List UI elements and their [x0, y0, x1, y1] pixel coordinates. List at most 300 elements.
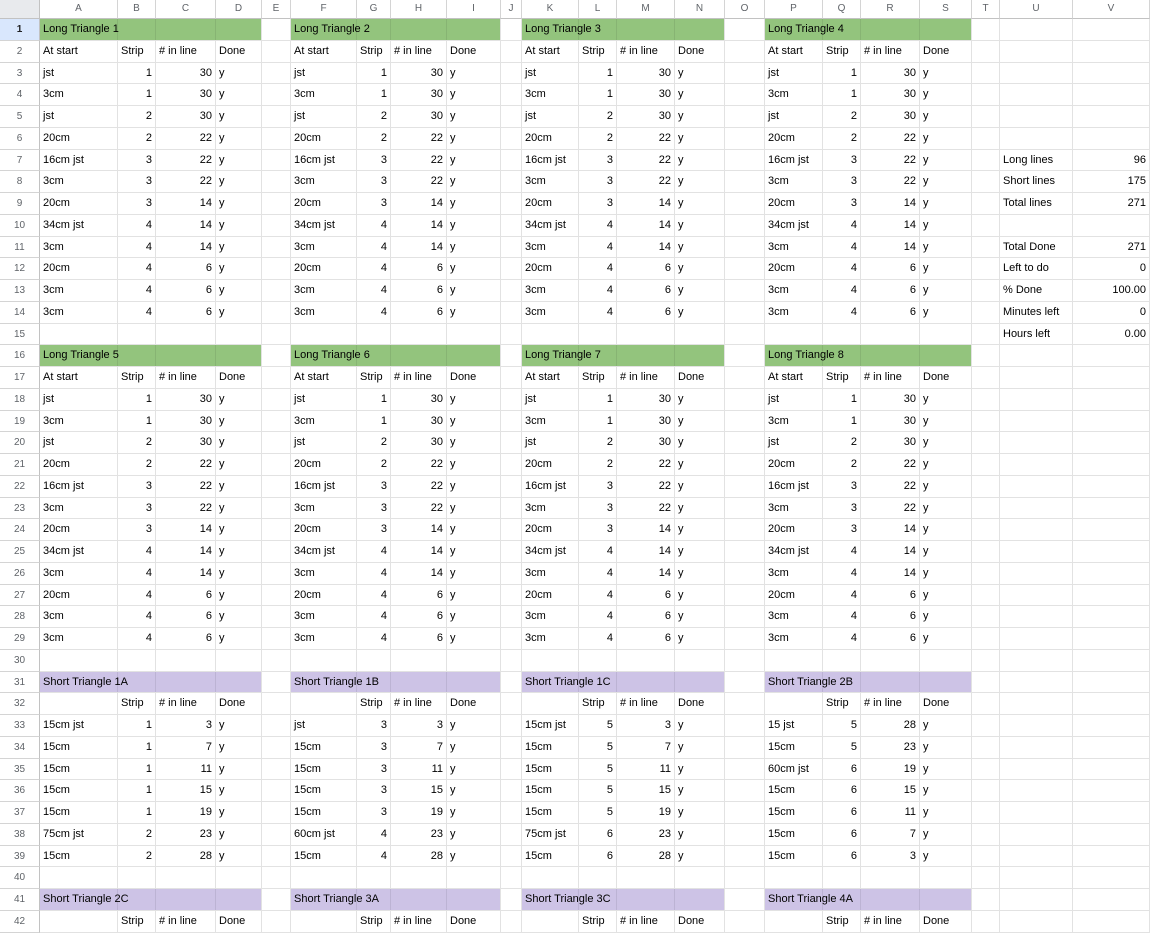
cell-D7[interactable]: y — [216, 150, 262, 172]
cell-I2[interactable]: Done — [447, 41, 501, 63]
cell-O18[interactable] — [725, 389, 765, 411]
cell-L37[interactable]: 5 — [579, 802, 617, 824]
cell-I8[interactable]: y — [447, 171, 501, 193]
cell-C7[interactable]: 22 — [156, 150, 216, 172]
cell-F11[interactable]: 3cm — [291, 237, 357, 259]
cell-C9[interactable]: 14 — [156, 193, 216, 215]
cell-I10[interactable]: y — [447, 215, 501, 237]
cell-K38[interactable]: 75cm jst — [522, 824, 579, 846]
cell-L17[interactable]: Strip — [579, 367, 617, 389]
cell-C4[interactable]: 30 — [156, 84, 216, 106]
row-header-31[interactable]: 31 — [0, 672, 40, 694]
cell-M15[interactable] — [617, 324, 675, 346]
cell-Q34[interactable]: 5 — [823, 737, 861, 759]
cell-S26[interactable]: y — [920, 563, 972, 585]
cell-V25[interactable] — [1073, 541, 1150, 563]
cell-G20[interactable]: 2 — [357, 432, 391, 454]
cell-K27[interactable]: 20cm — [522, 585, 579, 607]
cell-J17[interactable] — [501, 367, 522, 389]
cell-K40[interactable] — [522, 867, 579, 889]
cell-I3[interactable]: y — [447, 63, 501, 85]
cell-N25[interactable]: y — [675, 541, 725, 563]
column-header-O[interactable]: O — [725, 0, 765, 19]
cell-S42[interactable]: Done — [920, 911, 972, 933]
cell-E16[interactable] — [262, 345, 291, 367]
cell-E9[interactable] — [262, 193, 291, 215]
cell-V23[interactable] — [1073, 498, 1150, 520]
row-header-28[interactable]: 28 — [0, 606, 40, 628]
cell-R13[interactable]: 6 — [861, 280, 920, 302]
cell-B42[interactable]: Strip — [118, 911, 156, 933]
cell-P26[interactable]: 3cm — [765, 563, 823, 585]
cell-O42[interactable] — [725, 911, 765, 933]
cell-M36[interactable]: 15 — [617, 780, 675, 802]
cell-B24[interactable]: 3 — [118, 519, 156, 541]
column-header-K[interactable]: K — [522, 0, 579, 19]
cell-D25[interactable]: y — [216, 541, 262, 563]
cell-A35[interactable]: 15cm — [40, 759, 118, 781]
cell-N21[interactable]: y — [675, 454, 725, 476]
cell-R27[interactable]: 6 — [861, 585, 920, 607]
cell-K4[interactable]: 3cm — [522, 84, 579, 106]
cell-K35[interactable]: 15cm — [522, 759, 579, 781]
cell-C34[interactable]: 7 — [156, 737, 216, 759]
cell-B18[interactable]: 1 — [118, 389, 156, 411]
column-header-Q[interactable]: Q — [823, 0, 861, 19]
cell-I12[interactable]: y — [447, 258, 501, 280]
cell-A41[interactable]: Short Triangle 2C — [40, 889, 262, 911]
cell-A13[interactable]: 3cm — [40, 280, 118, 302]
cell-T1[interactable] — [972, 19, 1000, 41]
cell-E17[interactable] — [262, 367, 291, 389]
cell-O14[interactable] — [725, 302, 765, 324]
cell-C13[interactable]: 6 — [156, 280, 216, 302]
cell-I24[interactable]: y — [447, 519, 501, 541]
cell-T32[interactable] — [972, 693, 1000, 715]
cell-A7[interactable]: 16cm jst — [40, 150, 118, 172]
cell-G27[interactable]: 4 — [357, 585, 391, 607]
cell-F18[interactable]: jst — [291, 389, 357, 411]
cell-B33[interactable]: 1 — [118, 715, 156, 737]
column-header-I[interactable]: I — [447, 0, 501, 19]
cell-B27[interactable]: 4 — [118, 585, 156, 607]
cell-P2[interactable]: At start — [765, 41, 823, 63]
cell-M40[interactable] — [617, 867, 675, 889]
row-header-3[interactable]: 3 — [0, 63, 40, 85]
cell-H40[interactable] — [391, 867, 447, 889]
cell-N38[interactable]: y — [675, 824, 725, 846]
cell-D33[interactable]: y — [216, 715, 262, 737]
cell-E28[interactable] — [262, 606, 291, 628]
cell-M42[interactable]: # in line — [617, 911, 675, 933]
cell-Q18[interactable]: 1 — [823, 389, 861, 411]
cell-R38[interactable]: 7 — [861, 824, 920, 846]
row-header-17[interactable]: 17 — [0, 367, 40, 389]
cell-O22[interactable] — [725, 476, 765, 498]
cell-R21[interactable]: 22 — [861, 454, 920, 476]
cell-M2[interactable]: # in line — [617, 41, 675, 63]
cell-C39[interactable]: 28 — [156, 846, 216, 868]
cell-D27[interactable]: y — [216, 585, 262, 607]
column-header-H[interactable]: H — [391, 0, 447, 19]
cell-R30[interactable] — [861, 650, 920, 672]
cell-V35[interactable] — [1073, 759, 1150, 781]
cell-U2[interactable] — [1000, 41, 1073, 63]
cell-G40[interactable] — [357, 867, 391, 889]
cell-D30[interactable] — [216, 650, 262, 672]
cell-L30[interactable] — [579, 650, 617, 672]
cell-D40[interactable] — [216, 867, 262, 889]
cell-A5[interactable]: jst — [40, 106, 118, 128]
cell-H33[interactable]: 3 — [391, 715, 447, 737]
cell-R35[interactable]: 19 — [861, 759, 920, 781]
cell-N36[interactable]: y — [675, 780, 725, 802]
cell-F39[interactable]: 15cm — [291, 846, 357, 868]
cell-E23[interactable] — [262, 498, 291, 520]
cell-Q35[interactable]: 6 — [823, 759, 861, 781]
cell-H29[interactable]: 6 — [391, 628, 447, 650]
cell-D21[interactable]: y — [216, 454, 262, 476]
cell-J15[interactable] — [501, 324, 522, 346]
cell-H23[interactable]: 22 — [391, 498, 447, 520]
cell-F32[interactable] — [291, 693, 357, 715]
cell-U31[interactable] — [1000, 672, 1073, 694]
cell-U29[interactable] — [1000, 628, 1073, 650]
cell-T18[interactable] — [972, 389, 1000, 411]
cell-L12[interactable]: 4 — [579, 258, 617, 280]
cell-U21[interactable] — [1000, 454, 1073, 476]
cell-N13[interactable]: y — [675, 280, 725, 302]
cell-C2[interactable]: # in line — [156, 41, 216, 63]
cell-E37[interactable] — [262, 802, 291, 824]
cell-S15[interactable] — [920, 324, 972, 346]
cell-L21[interactable]: 2 — [579, 454, 617, 476]
cell-G4[interactable]: 1 — [357, 84, 391, 106]
cell-E18[interactable] — [262, 389, 291, 411]
column-header-M[interactable]: M — [617, 0, 675, 19]
cell-A4[interactable]: 3cm — [40, 84, 118, 106]
cell-F7[interactable]: 16cm jst — [291, 150, 357, 172]
row-header-22[interactable]: 22 — [0, 476, 40, 498]
row-header-40[interactable]: 40 — [0, 867, 40, 889]
cell-M26[interactable]: 14 — [617, 563, 675, 585]
cell-O7[interactable] — [725, 150, 765, 172]
column-header-B[interactable]: B — [118, 0, 156, 19]
cell-O9[interactable] — [725, 193, 765, 215]
cell-V11[interactable]: 271 — [1073, 237, 1150, 259]
cell-D19[interactable]: y — [216, 411, 262, 433]
cell-P9[interactable]: 20cm — [765, 193, 823, 215]
cell-T22[interactable] — [972, 476, 1000, 498]
cell-R26[interactable]: 14 — [861, 563, 920, 585]
cell-Q20[interactable]: 2 — [823, 432, 861, 454]
cell-K30[interactable] — [522, 650, 579, 672]
cell-F25[interactable]: 34cm jst — [291, 541, 357, 563]
cell-P13[interactable]: 3cm — [765, 280, 823, 302]
cell-M10[interactable]: 14 — [617, 215, 675, 237]
cell-F13[interactable]: 3cm — [291, 280, 357, 302]
cell-H34[interactable]: 7 — [391, 737, 447, 759]
cell-Q21[interactable]: 2 — [823, 454, 861, 476]
cell-F4[interactable]: 3cm — [291, 84, 357, 106]
cell-Q8[interactable]: 3 — [823, 171, 861, 193]
cell-D5[interactable]: y — [216, 106, 262, 128]
cell-O29[interactable] — [725, 628, 765, 650]
cell-U42[interactable] — [1000, 911, 1073, 933]
cell-B37[interactable]: 1 — [118, 802, 156, 824]
cell-D2[interactable]: Done — [216, 41, 262, 63]
cell-K13[interactable]: 3cm — [522, 280, 579, 302]
cell-J4[interactable] — [501, 84, 522, 106]
cell-A16[interactable]: Long Triangle 5 — [40, 345, 262, 367]
cell-L29[interactable]: 4 — [579, 628, 617, 650]
cell-G26[interactable]: 4 — [357, 563, 391, 585]
cell-P8[interactable]: 3cm — [765, 171, 823, 193]
cell-U40[interactable] — [1000, 867, 1073, 889]
row-header-36[interactable]: 36 — [0, 780, 40, 802]
cell-O28[interactable] — [725, 606, 765, 628]
cell-G11[interactable]: 4 — [357, 237, 391, 259]
cell-Q26[interactable]: 4 — [823, 563, 861, 585]
cell-Q32[interactable]: Strip — [823, 693, 861, 715]
cell-Q29[interactable]: 4 — [823, 628, 861, 650]
cell-H3[interactable]: 30 — [391, 63, 447, 85]
row-header-29[interactable]: 29 — [0, 628, 40, 650]
cell-N26[interactable]: y — [675, 563, 725, 585]
cell-O40[interactable] — [725, 867, 765, 889]
cell-N14[interactable]: y — [675, 302, 725, 324]
cell-M39[interactable]: 28 — [617, 846, 675, 868]
cell-U25[interactable] — [1000, 541, 1073, 563]
cell-E39[interactable] — [262, 846, 291, 868]
cell-A10[interactable]: 34cm jst — [40, 215, 118, 237]
cell-R7[interactable]: 22 — [861, 150, 920, 172]
cell-C42[interactable]: # in line — [156, 911, 216, 933]
cell-T16[interactable] — [972, 345, 1000, 367]
cell-J42[interactable] — [501, 911, 522, 933]
cell-T19[interactable] — [972, 411, 1000, 433]
cell-G9[interactable]: 3 — [357, 193, 391, 215]
cell-C10[interactable]: 14 — [156, 215, 216, 237]
cell-P1[interactable]: Long Triangle 4 — [765, 19, 972, 41]
cell-B35[interactable]: 1 — [118, 759, 156, 781]
cell-U26[interactable] — [1000, 563, 1073, 585]
cell-F27[interactable]: 20cm — [291, 585, 357, 607]
cell-V16[interactable] — [1073, 345, 1150, 367]
cell-Q6[interactable]: 2 — [823, 128, 861, 150]
row-header-1[interactable]: 1 — [0, 19, 40, 41]
cell-K36[interactable]: 15cm — [522, 780, 579, 802]
cell-L35[interactable]: 5 — [579, 759, 617, 781]
row-header-18[interactable]: 18 — [0, 389, 40, 411]
cell-H5[interactable]: 30 — [391, 106, 447, 128]
cell-M28[interactable]: 6 — [617, 606, 675, 628]
cell-B38[interactable]: 2 — [118, 824, 156, 846]
cell-F24[interactable]: 20cm — [291, 519, 357, 541]
cell-C15[interactable] — [156, 324, 216, 346]
cell-F12[interactable]: 20cm — [291, 258, 357, 280]
cell-B2[interactable]: Strip — [118, 41, 156, 63]
cell-C20[interactable]: 30 — [156, 432, 216, 454]
cell-C18[interactable]: 30 — [156, 389, 216, 411]
cell-L11[interactable]: 4 — [579, 237, 617, 259]
cell-R36[interactable]: 15 — [861, 780, 920, 802]
cell-I42[interactable]: Done — [447, 911, 501, 933]
cell-P6[interactable]: 20cm — [765, 128, 823, 150]
cell-V32[interactable] — [1073, 693, 1150, 715]
cell-E22[interactable] — [262, 476, 291, 498]
cell-H24[interactable]: 14 — [391, 519, 447, 541]
cell-G42[interactable]: Strip — [357, 911, 391, 933]
cell-Q4[interactable]: 1 — [823, 84, 861, 106]
cell-P40[interactable] — [765, 867, 823, 889]
cell-A3[interactable]: jst — [40, 63, 118, 85]
cell-N28[interactable]: y — [675, 606, 725, 628]
cell-U4[interactable] — [1000, 84, 1073, 106]
cell-M3[interactable]: 30 — [617, 63, 675, 85]
cell-U24[interactable] — [1000, 519, 1073, 541]
cell-V40[interactable] — [1073, 867, 1150, 889]
cell-E3[interactable] — [262, 63, 291, 85]
cell-N8[interactable]: y — [675, 171, 725, 193]
cell-L34[interactable]: 5 — [579, 737, 617, 759]
cell-C3[interactable]: 30 — [156, 63, 216, 85]
cell-A29[interactable]: 3cm — [40, 628, 118, 650]
cell-F37[interactable]: 15cm — [291, 802, 357, 824]
cell-M4[interactable]: 30 — [617, 84, 675, 106]
cell-V36[interactable] — [1073, 780, 1150, 802]
cell-R32[interactable]: # in line — [861, 693, 920, 715]
cell-K29[interactable]: 3cm — [522, 628, 579, 650]
cell-T5[interactable] — [972, 106, 1000, 128]
row-header-19[interactable]: 19 — [0, 411, 40, 433]
cell-A8[interactable]: 3cm — [40, 171, 118, 193]
cell-L19[interactable]: 1 — [579, 411, 617, 433]
cell-C38[interactable]: 23 — [156, 824, 216, 846]
cell-O36[interactable] — [725, 780, 765, 802]
cell-E20[interactable] — [262, 432, 291, 454]
cell-C28[interactable]: 6 — [156, 606, 216, 628]
cell-C8[interactable]: 22 — [156, 171, 216, 193]
cell-S14[interactable]: y — [920, 302, 972, 324]
cell-O8[interactable] — [725, 171, 765, 193]
cell-E25[interactable] — [262, 541, 291, 563]
cell-B40[interactable] — [118, 867, 156, 889]
cell-N10[interactable]: y — [675, 215, 725, 237]
cell-S24[interactable]: y — [920, 519, 972, 541]
row-header-10[interactable]: 10 — [0, 215, 40, 237]
cell-J41[interactable] — [501, 889, 522, 911]
cell-N24[interactable]: y — [675, 519, 725, 541]
cell-J32[interactable] — [501, 693, 522, 715]
cell-B6[interactable]: 2 — [118, 128, 156, 150]
cell-O3[interactable] — [725, 63, 765, 85]
row-header-14[interactable]: 14 — [0, 302, 40, 324]
cell-I30[interactable] — [447, 650, 501, 672]
cell-I4[interactable]: y — [447, 84, 501, 106]
cell-P32[interactable] — [765, 693, 823, 715]
cell-F14[interactable]: 3cm — [291, 302, 357, 324]
cell-A27[interactable]: 20cm — [40, 585, 118, 607]
cell-L3[interactable]: 1 — [579, 63, 617, 85]
cell-P19[interactable]: 3cm — [765, 411, 823, 433]
select-all-corner[interactable] — [0, 0, 40, 19]
cell-U18[interactable] — [1000, 389, 1073, 411]
cell-O4[interactable] — [725, 84, 765, 106]
cell-P7[interactable]: 16cm jst — [765, 150, 823, 172]
cell-U3[interactable] — [1000, 63, 1073, 85]
cell-V42[interactable] — [1073, 911, 1150, 933]
cell-L32[interactable]: Strip — [579, 693, 617, 715]
row-header-35[interactable]: 35 — [0, 759, 40, 781]
cell-P30[interactable] — [765, 650, 823, 672]
cell-L5[interactable]: 2 — [579, 106, 617, 128]
cell-P38[interactable]: 15cm — [765, 824, 823, 846]
row-header-41[interactable]: 41 — [0, 889, 40, 911]
cell-U8[interactable]: Short lines — [1000, 171, 1073, 193]
cell-O10[interactable] — [725, 215, 765, 237]
cell-U5[interactable] — [1000, 106, 1073, 128]
cell-S11[interactable]: y — [920, 237, 972, 259]
cell-F10[interactable]: 34cm jst — [291, 215, 357, 237]
cell-K9[interactable]: 20cm — [522, 193, 579, 215]
cell-P25[interactable]: 34cm jst — [765, 541, 823, 563]
cell-D39[interactable]: y — [216, 846, 262, 868]
cell-V41[interactable] — [1073, 889, 1150, 911]
cell-T26[interactable] — [972, 563, 1000, 585]
cell-P41[interactable]: Short Triangle 4A — [765, 889, 972, 911]
cell-F23[interactable]: 3cm — [291, 498, 357, 520]
cell-I6[interactable]: y — [447, 128, 501, 150]
cell-J16[interactable] — [501, 345, 522, 367]
cell-P29[interactable]: 3cm — [765, 628, 823, 650]
cell-D9[interactable]: y — [216, 193, 262, 215]
row-header-33[interactable]: 33 — [0, 715, 40, 737]
cell-D29[interactable]: y — [216, 628, 262, 650]
cell-S27[interactable]: y — [920, 585, 972, 607]
cell-P5[interactable]: jst — [765, 106, 823, 128]
cell-K8[interactable]: 3cm — [522, 171, 579, 193]
cell-E30[interactable] — [262, 650, 291, 672]
cell-K25[interactable]: 34cm jst — [522, 541, 579, 563]
cell-J23[interactable] — [501, 498, 522, 520]
cell-J28[interactable] — [501, 606, 522, 628]
cell-K37[interactable]: 15cm — [522, 802, 579, 824]
cell-G2[interactable]: Strip — [357, 41, 391, 63]
cell-T28[interactable] — [972, 606, 1000, 628]
cell-M11[interactable]: 14 — [617, 237, 675, 259]
cell-D4[interactable]: y — [216, 84, 262, 106]
cell-U22[interactable] — [1000, 476, 1073, 498]
cell-K20[interactable]: jst — [522, 432, 579, 454]
cell-I14[interactable]: y — [447, 302, 501, 324]
cell-H20[interactable]: 30 — [391, 432, 447, 454]
cell-S34[interactable]: y — [920, 737, 972, 759]
cell-O37[interactable] — [725, 802, 765, 824]
cell-I25[interactable]: y — [447, 541, 501, 563]
cell-T29[interactable] — [972, 628, 1000, 650]
cell-A30[interactable] — [40, 650, 118, 672]
cell-O41[interactable] — [725, 889, 765, 911]
cell-K14[interactable]: 3cm — [522, 302, 579, 324]
row-header-5[interactable]: 5 — [0, 106, 40, 128]
cell-L23[interactable]: 3 — [579, 498, 617, 520]
cell-J8[interactable] — [501, 171, 522, 193]
cell-M35[interactable]: 11 — [617, 759, 675, 781]
cell-S18[interactable]: y — [920, 389, 972, 411]
cell-C22[interactable]: 22 — [156, 476, 216, 498]
cell-J27[interactable] — [501, 585, 522, 607]
